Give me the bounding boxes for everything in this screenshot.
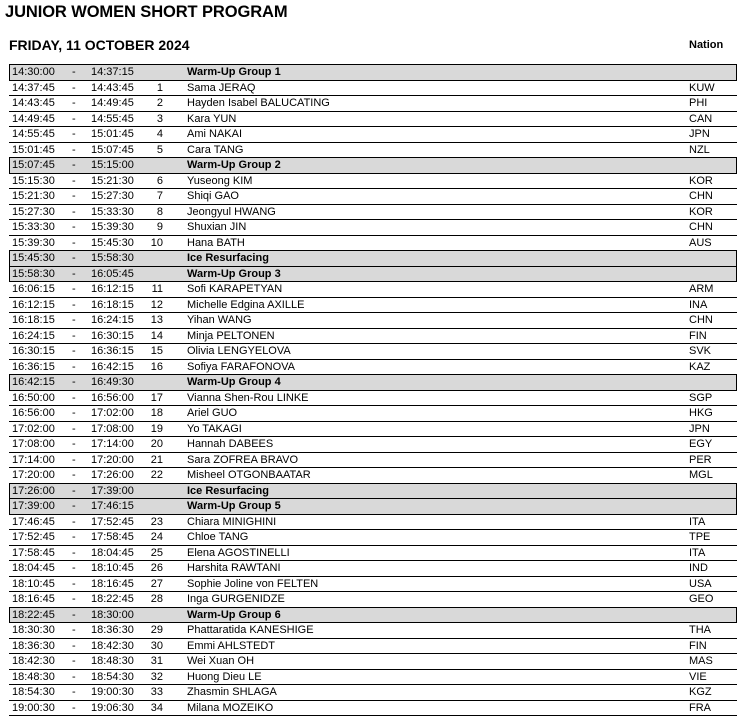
start-time: 15:27:30 bbox=[12, 205, 55, 218]
end-time: 18:36:30 bbox=[91, 624, 134, 636]
end-time: 14:55:45 bbox=[91, 112, 134, 125]
schedule-group-row bbox=[9, 483, 737, 499]
time-separator: - bbox=[72, 655, 76, 667]
skater-name: Chloe TANG bbox=[187, 531, 249, 543]
skater-name: Zhasmin SHLAGA bbox=[187, 686, 277, 698]
skater-name: Harshita RAWTANI bbox=[187, 562, 281, 574]
time-separator: - bbox=[72, 345, 76, 357]
skater-name: Yo TAKAGI bbox=[187, 422, 242, 435]
schedule-row bbox=[9, 235, 737, 251]
end-time: 17:08:00 bbox=[91, 422, 134, 435]
time-separator: - bbox=[72, 376, 76, 388]
schedule-group-row bbox=[9, 607, 737, 623]
end-time: 17:46:15 bbox=[91, 500, 134, 512]
end-time: 15:39:30 bbox=[91, 221, 134, 233]
time-separator: - bbox=[72, 562, 76, 574]
schedule-row bbox=[9, 188, 737, 204]
end-time: 17:20:00 bbox=[91, 453, 134, 466]
start-number: 1 bbox=[156, 81, 163, 94]
nation-code: CHN bbox=[689, 314, 713, 326]
schedule-row bbox=[9, 297, 737, 313]
start-number: 8 bbox=[156, 205, 163, 218]
start-number: 2 bbox=[156, 97, 163, 109]
nation-code: ITA bbox=[689, 515, 706, 528]
schedule-row bbox=[9, 111, 737, 127]
skater-name: Huong Dieu LE bbox=[187, 670, 262, 683]
start-number: 18 bbox=[150, 407, 163, 419]
nation-code: KGZ bbox=[689, 686, 712, 698]
schedule-row bbox=[9, 405, 737, 421]
start-number: 27 bbox=[150, 577, 163, 590]
schedule-row bbox=[9, 622, 737, 638]
start-number: 24 bbox=[150, 531, 163, 543]
start-number: 5 bbox=[156, 143, 163, 156]
end-time: 15:01:45 bbox=[91, 128, 134, 140]
start-number: 30 bbox=[150, 639, 163, 652]
nation-code: CAN bbox=[689, 112, 713, 125]
nation-code: SGP bbox=[689, 391, 713, 404]
start-number: 17 bbox=[150, 391, 163, 404]
group-label: Ice Resurfacing bbox=[187, 252, 269, 264]
schedule-row bbox=[9, 390, 737, 406]
start-time: 17:58:45 bbox=[12, 546, 55, 559]
start-time: 18:54:30 bbox=[12, 686, 55, 698]
start-number: 29 bbox=[150, 624, 163, 636]
start-number: 6 bbox=[156, 174, 163, 187]
start-time: 17:08:00 bbox=[12, 438, 55, 450]
time-separator: - bbox=[72, 391, 76, 404]
start-time: 16:50:00 bbox=[12, 391, 55, 404]
nation-code: THA bbox=[689, 624, 711, 636]
nation-code: FIN bbox=[689, 329, 707, 342]
time-separator: - bbox=[72, 252, 76, 264]
start-time: 14:55:45 bbox=[12, 128, 55, 140]
end-time: 16:12:15 bbox=[91, 283, 134, 295]
time-separator: - bbox=[72, 236, 76, 249]
nation-code: KOR bbox=[689, 205, 713, 218]
end-time: 18:04:45 bbox=[91, 546, 134, 559]
start-time: 14:30:00 bbox=[12, 66, 55, 78]
skater-name: Wei Xuan OH bbox=[187, 655, 255, 667]
skater-name: Sofiya FARAFONOVA bbox=[187, 360, 295, 373]
start-time: 16:24:15 bbox=[12, 329, 55, 342]
start-time: 15:15:30 bbox=[12, 174, 55, 187]
start-time: 15:01:45 bbox=[12, 143, 55, 156]
start-number: 12 bbox=[150, 298, 163, 311]
group-label: Warm-Up Group 4 bbox=[187, 376, 281, 388]
time-separator: - bbox=[72, 128, 76, 140]
start-time: 17:26:00 bbox=[12, 484, 55, 497]
start-time: 18:48:30 bbox=[12, 670, 55, 683]
time-separator: - bbox=[72, 453, 76, 466]
skater-name: Inga GURGENIDZE bbox=[187, 593, 285, 605]
start-time: 16:18:15 bbox=[12, 314, 55, 326]
skater-name: Milana MOZEIKO bbox=[187, 701, 274, 714]
schedule-row bbox=[9, 467, 737, 483]
start-number: 10 bbox=[150, 236, 163, 249]
schedule-row bbox=[9, 529, 737, 545]
schedule-group-row bbox=[9, 266, 737, 282]
start-time: 15:39:30 bbox=[12, 236, 55, 249]
time-separator: - bbox=[72, 577, 76, 590]
time-separator: - bbox=[72, 143, 76, 156]
skater-name: Ami NAKAI bbox=[187, 128, 243, 140]
nation-code: PHI bbox=[689, 97, 708, 109]
skater-name: Sofi KARAPETYAN bbox=[187, 283, 283, 295]
group-label: Warm-Up Group 1 bbox=[187, 66, 281, 78]
start-number: 11 bbox=[151, 283, 163, 295]
time-separator: - bbox=[72, 205, 76, 218]
start-number: 3 bbox=[156, 112, 163, 125]
group-label: Warm-Up Group 6 bbox=[187, 608, 281, 621]
start-number: 32 bbox=[150, 670, 163, 683]
schedule-row bbox=[9, 95, 737, 111]
skater-name: Yihan WANG bbox=[187, 314, 252, 326]
nation-code: HKG bbox=[689, 407, 713, 419]
end-time: 18:10:45 bbox=[91, 562, 134, 574]
schedule-group-row bbox=[9, 498, 737, 514]
nation-code: PER bbox=[689, 453, 712, 466]
schedule-group-row bbox=[9, 157, 737, 173]
schedule-row bbox=[9, 219, 737, 235]
nation-code: GEO bbox=[689, 593, 714, 605]
schedule-row bbox=[9, 436, 737, 452]
schedule-date: FRIDAY, 11 OCTOBER 2024 bbox=[9, 37, 190, 53]
start-time: 16:56:00 bbox=[12, 407, 55, 419]
start-time: 15:33:30 bbox=[12, 221, 55, 233]
end-time: 14:37:15 bbox=[91, 66, 134, 78]
group-label: Warm-Up Group 2 bbox=[187, 159, 281, 171]
start-time: 17:39:00 bbox=[12, 500, 55, 512]
start-time: 19:00:30 bbox=[12, 701, 55, 714]
schedule-row bbox=[9, 669, 737, 685]
schedule-row bbox=[9, 591, 737, 607]
schedule-row bbox=[9, 173, 737, 189]
nation-code: ARM bbox=[689, 283, 714, 295]
skater-name: Hayden Isabel BALUCATING bbox=[187, 97, 330, 109]
skater-name: Yuseong KIM bbox=[187, 174, 253, 187]
nation-code: TPE bbox=[689, 531, 711, 543]
end-time: 15:27:30 bbox=[91, 190, 134, 202]
start-time: 15:07:45 bbox=[12, 159, 55, 171]
nation-code: KOR bbox=[689, 174, 713, 187]
skater-name: Ariel GUO bbox=[187, 407, 238, 419]
time-separator: - bbox=[72, 438, 76, 450]
schedule-group-row bbox=[9, 64, 737, 80]
time-separator: - bbox=[72, 267, 76, 280]
end-time: 15:33:30 bbox=[91, 205, 134, 218]
end-time: 15:07:45 bbox=[91, 143, 134, 156]
skater-name: Elena AGOSTINELLI bbox=[187, 546, 290, 559]
start-time: 17:20:00 bbox=[12, 469, 55, 481]
document-title: JUNIOR WOMEN SHORT PROGRAM bbox=[5, 3, 288, 21]
nation-code: IND bbox=[689, 562, 708, 574]
nation-code: NZL bbox=[689, 143, 710, 156]
time-separator: - bbox=[72, 66, 76, 78]
skater-name: Vianna Shen-Rou LINKE bbox=[187, 391, 309, 404]
time-separator: - bbox=[72, 112, 76, 125]
group-label: Warm-Up Group 3 bbox=[187, 267, 281, 280]
end-time: 16:24:15 bbox=[91, 314, 134, 326]
schedule-row bbox=[9, 560, 737, 576]
group-label: Warm-Up Group 5 bbox=[187, 500, 281, 512]
start-time: 14:37:45 bbox=[12, 81, 55, 94]
end-time: 16:30:15 bbox=[91, 329, 134, 342]
end-time: 15:45:30 bbox=[91, 236, 134, 249]
start-time: 14:49:45 bbox=[12, 112, 55, 125]
nation-code: ITA bbox=[689, 546, 706, 559]
skater-name: Olivia LENGYELOVA bbox=[187, 345, 291, 357]
nation-code: CHN bbox=[689, 190, 713, 202]
nation-code: AUS bbox=[689, 236, 712, 249]
skater-name: Michelle Edgina AXILLE bbox=[187, 298, 305, 311]
time-separator: - bbox=[72, 624, 76, 636]
start-number: 28 bbox=[150, 593, 163, 605]
start-number: 14 bbox=[150, 329, 163, 342]
skater-name: Sophie Joline von FELTEN bbox=[187, 577, 319, 590]
skater-name: Phattaratida KANESHIGE bbox=[187, 624, 314, 636]
time-separator: - bbox=[72, 593, 76, 605]
end-time: 17:39:00 bbox=[91, 484, 134, 497]
start-number: 31 bbox=[150, 655, 163, 667]
start-time: 18:10:45 bbox=[12, 577, 55, 590]
nation-code: VIE bbox=[689, 670, 707, 683]
skater-name: Sara ZOFREA BRAVO bbox=[187, 453, 299, 466]
time-separator: - bbox=[72, 190, 76, 202]
start-time: 16:06:15 bbox=[12, 283, 55, 295]
skater-name: Shiqi GAO bbox=[187, 190, 239, 202]
start-time: 18:42:30 bbox=[12, 655, 55, 667]
end-time: 18:54:30 bbox=[91, 670, 134, 683]
start-time: 18:30:30 bbox=[12, 624, 55, 636]
start-time: 14:43:45 bbox=[12, 97, 55, 109]
time-separator: - bbox=[72, 515, 76, 528]
time-separator: - bbox=[72, 422, 76, 435]
time-separator: - bbox=[72, 81, 76, 94]
time-separator: - bbox=[72, 670, 76, 683]
time-separator: - bbox=[72, 174, 76, 187]
schedule-row bbox=[9, 514, 737, 530]
schedule-row bbox=[9, 142, 737, 158]
end-time: 15:21:30 bbox=[91, 174, 134, 187]
skater-name: Cara TANG bbox=[187, 143, 244, 156]
time-separator: - bbox=[72, 407, 76, 419]
end-time: 17:52:45 bbox=[91, 515, 134, 528]
start-time: 17:46:45 bbox=[12, 515, 55, 528]
start-number: 34 bbox=[150, 701, 163, 714]
start-time: 18:22:45 bbox=[12, 608, 55, 621]
end-time: 18:42:30 bbox=[91, 639, 134, 652]
skater-name: Hannah DABEES bbox=[187, 438, 274, 450]
start-number: 25 bbox=[150, 546, 163, 559]
end-time: 18:48:30 bbox=[91, 655, 134, 667]
schedule-row bbox=[9, 653, 737, 669]
end-time: 17:02:00 bbox=[91, 407, 134, 419]
nation-code: KAZ bbox=[689, 360, 711, 373]
end-time: 14:43:45 bbox=[91, 81, 134, 94]
schedule-group-row bbox=[9, 250, 737, 266]
nation-code: FIN bbox=[689, 639, 707, 652]
start-number: 15 bbox=[150, 345, 163, 357]
end-time: 19:06:30 bbox=[91, 701, 134, 714]
nation-code: KUW bbox=[689, 81, 715, 94]
end-time: 19:00:30 bbox=[91, 686, 134, 698]
end-time: 15:58:30 bbox=[91, 252, 134, 264]
start-number: 9 bbox=[156, 221, 163, 233]
schedule-row bbox=[9, 576, 737, 592]
skater-name: Chiara MINIGHINI bbox=[187, 515, 277, 528]
skater-name: Kara YUN bbox=[187, 112, 237, 125]
start-number: 26 bbox=[150, 562, 163, 574]
start-number: 19 bbox=[150, 422, 163, 435]
nation-code: JPN bbox=[689, 422, 710, 435]
end-time: 17:58:45 bbox=[91, 531, 134, 543]
schedule-row bbox=[9, 359, 737, 375]
nation-code: MGL bbox=[689, 469, 713, 481]
start-time: 16:30:15 bbox=[12, 345, 55, 357]
skater-name: Emmi AHLSTEDT bbox=[187, 639, 276, 652]
end-time: 14:49:45 bbox=[91, 97, 134, 109]
time-separator: - bbox=[72, 546, 76, 559]
skater-name: Misheel OTGONBAATAR bbox=[187, 469, 311, 481]
start-time: 16:42:15 bbox=[12, 376, 55, 388]
time-separator: - bbox=[72, 686, 76, 698]
start-time: 16:12:15 bbox=[12, 298, 55, 311]
start-time: 18:16:45 bbox=[12, 593, 55, 605]
start-number: 21 bbox=[150, 453, 163, 466]
nation-column-header: Nation bbox=[689, 39, 724, 51]
start-time: 15:58:30 bbox=[12, 267, 55, 280]
start-time: 15:45:30 bbox=[12, 252, 55, 264]
schedule-row bbox=[9, 204, 737, 220]
end-time: 18:16:45 bbox=[91, 577, 134, 590]
time-separator: - bbox=[72, 329, 76, 342]
schedule-row bbox=[9, 545, 737, 561]
nation-code: JPN bbox=[689, 128, 710, 140]
time-separator: - bbox=[72, 484, 76, 497]
nation-code: CHN bbox=[689, 221, 713, 233]
skater-name: Shuxian JIN bbox=[187, 221, 247, 233]
start-number: 33 bbox=[150, 686, 163, 698]
end-time: 16:36:15 bbox=[91, 345, 134, 357]
end-time: 17:14:00 bbox=[91, 438, 134, 450]
start-number: 7 bbox=[156, 190, 163, 202]
end-time: 17:26:00 bbox=[91, 469, 134, 481]
schedule-table bbox=[9, 64, 737, 716]
time-separator: - bbox=[72, 298, 76, 311]
start-time: 16:36:15 bbox=[12, 360, 55, 373]
skater-name: Minja PELTONEN bbox=[187, 329, 275, 342]
schedule-row bbox=[9, 452, 737, 468]
end-time: 16:42:15 bbox=[91, 360, 134, 373]
end-time: 18:22:45 bbox=[91, 593, 134, 605]
nation-code: SVK bbox=[689, 345, 712, 357]
time-separator: - bbox=[72, 360, 76, 373]
time-separator: - bbox=[72, 159, 76, 171]
time-separator: - bbox=[72, 221, 76, 233]
schedule-row bbox=[9, 343, 737, 359]
end-time: 15:15:00 bbox=[91, 159, 134, 171]
end-time: 16:49:30 bbox=[91, 376, 134, 388]
time-separator: - bbox=[72, 701, 76, 714]
schedule-row bbox=[9, 80, 737, 96]
start-time: 18:36:30 bbox=[12, 639, 55, 652]
schedule-row bbox=[9, 638, 737, 654]
time-separator: - bbox=[72, 314, 76, 326]
group-label: Ice Resurfacing bbox=[187, 484, 269, 497]
start-time: 17:52:45 bbox=[12, 531, 55, 543]
end-time: 18:30:00 bbox=[91, 608, 134, 621]
skater-name: Sama JERAQ bbox=[187, 81, 256, 94]
nation-code: FRA bbox=[689, 701, 711, 714]
time-separator: - bbox=[72, 639, 76, 652]
nation-code: USA bbox=[689, 577, 712, 590]
time-separator: - bbox=[72, 500, 76, 512]
time-separator: - bbox=[72, 283, 76, 295]
start-number: 16 bbox=[150, 360, 163, 373]
schedule-row bbox=[9, 421, 737, 437]
start-number: 22 bbox=[150, 469, 163, 481]
nation-code: INA bbox=[689, 298, 708, 311]
schedule-row bbox=[9, 126, 737, 142]
start-number: 4 bbox=[156, 128, 163, 140]
start-time: 15:21:30 bbox=[12, 190, 55, 202]
nation-code: MAS bbox=[689, 655, 713, 667]
start-number: 23 bbox=[150, 515, 163, 528]
start-time: 17:02:00 bbox=[12, 422, 55, 435]
start-number: 20 bbox=[150, 438, 163, 450]
schedule-row bbox=[9, 700, 737, 717]
schedule-row bbox=[9, 328, 737, 344]
start-time: 18:04:45 bbox=[12, 562, 55, 574]
start-number: 13 bbox=[150, 314, 163, 326]
start-time: 17:14:00 bbox=[12, 453, 55, 466]
schedule-row bbox=[9, 684, 737, 700]
end-time: 16:18:15 bbox=[91, 298, 134, 311]
schedule-group-row bbox=[9, 374, 737, 390]
nation-code: EGY bbox=[689, 438, 713, 450]
end-time: 16:56:00 bbox=[91, 391, 134, 404]
schedule-row bbox=[9, 281, 737, 297]
schedule-row bbox=[9, 312, 737, 328]
time-separator: - bbox=[72, 97, 76, 109]
time-separator: - bbox=[72, 469, 76, 481]
skater-name: Jeongyul HWANG bbox=[187, 205, 276, 218]
end-time: 16:05:45 bbox=[91, 267, 134, 280]
skater-name: Hana BATH bbox=[187, 236, 245, 249]
time-separator: - bbox=[72, 608, 76, 621]
time-separator: - bbox=[72, 531, 76, 543]
